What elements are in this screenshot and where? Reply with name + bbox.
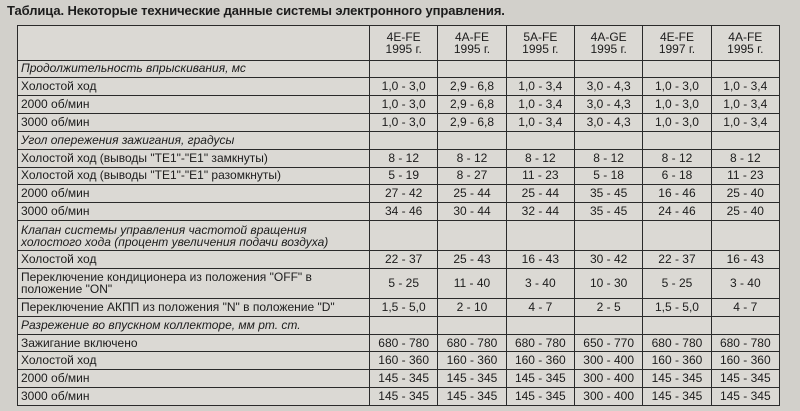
value-cell: 1,0 - 3,0 [370, 114, 438, 132]
value-cell: 5 - 25 [370, 268, 438, 298]
table-row [18, 78, 780, 96]
model-header: 4E-FE 1997 г. [643, 26, 711, 61]
value-cell: 32 - 44 [506, 203, 574, 221]
header-row [18, 26, 780, 61]
value-cell: 1,0 - 3,0 [643, 78, 711, 96]
spec-table [17, 25, 780, 406]
value-cell: 16 - 43 [506, 251, 574, 269]
row-label: 3000 об/мин [18, 203, 370, 221]
row-label: 2000 об/мин [18, 370, 370, 388]
value-cell: 145 - 345 [370, 370, 438, 388]
value-cell: 145 - 345 [506, 370, 574, 388]
table-row [18, 334, 780, 352]
value-cell: 145 - 345 [643, 388, 711, 406]
table-row [18, 352, 780, 370]
value-cell: 3,0 - 4,3 [574, 78, 642, 96]
value-cell: 16 - 43 [711, 251, 779, 269]
value-cell: 35 - 45 [574, 203, 642, 221]
value-cell: 24 - 46 [643, 203, 711, 221]
value-cell: 8 - 27 [438, 167, 506, 185]
value-cell: 145 - 345 [438, 370, 506, 388]
value-cell: 25 - 43 [438, 251, 506, 269]
value-cell: 25 - 40 [711, 203, 779, 221]
value-cell: 3 - 40 [711, 268, 779, 298]
value-cell: 25 - 44 [438, 185, 506, 203]
row-label: Холостой ход (выводы "ТЕ1"-"Е1" разомкнуты) [18, 167, 370, 185]
value-cell: 680 - 780 [438, 334, 506, 352]
section-label: Угол опережения зажигания, градусы [18, 131, 370, 149]
value-cell: 8 - 12 [506, 149, 574, 167]
value-cell: 1,0 - 3,4 [711, 96, 779, 114]
value-cell: 25 - 44 [506, 185, 574, 203]
value-cell: 22 - 37 [643, 251, 711, 269]
value-cell: 1,0 - 3,4 [711, 78, 779, 96]
value-cell: 680 - 780 [506, 334, 574, 352]
table-row [18, 370, 780, 388]
value-cell: 145 - 345 [438, 388, 506, 406]
value-cell: 1,0 - 3,4 [506, 114, 574, 132]
value-cell: 160 - 360 [438, 352, 506, 370]
value-cell: 145 - 345 [506, 388, 574, 406]
value-cell: 25 - 40 [711, 185, 779, 203]
value-cell: 4 - 7 [711, 298, 779, 316]
value-cell: 22 - 37 [370, 251, 438, 269]
value-cell: 8 - 12 [438, 149, 506, 167]
value-cell: 300 - 400 [574, 388, 642, 406]
value-cell: 1,0 - 3,0 [643, 96, 711, 114]
value-cell: 145 - 345 [711, 370, 779, 388]
value-cell: 4 - 7 [506, 298, 574, 316]
section-label: Продолжительность впрыскивания, мс [18, 60, 370, 78]
value-cell: 680 - 780 [643, 334, 711, 352]
value-cell: 1,0 - 3,4 [506, 96, 574, 114]
value-cell: 5 - 19 [370, 167, 438, 185]
table-row [18, 251, 780, 269]
value-cell: 3 - 40 [506, 268, 574, 298]
row-label: Холостой ход [18, 251, 370, 269]
value-cell: 8 - 12 [643, 149, 711, 167]
row-label: Холостой ход [18, 352, 370, 370]
section-row [18, 316, 780, 334]
table-title: Таблица. Некоторые технические данные системы электронного управления. [7, 3, 505, 18]
value-cell: 8 - 12 [574, 149, 642, 167]
table-row [18, 96, 780, 114]
value-cell: 2,9 - 6,8 [438, 96, 506, 114]
row-label: Холостой ход (выводы "ТЕ1"-"Е1" замкнуты) [18, 149, 370, 167]
value-cell: 34 - 46 [370, 203, 438, 221]
value-cell: 16 - 46 [643, 185, 711, 203]
value-cell: 680 - 780 [370, 334, 438, 352]
value-cell: 160 - 360 [506, 352, 574, 370]
value-cell: 1,0 - 3,0 [370, 96, 438, 114]
row-label: 2000 об/мин [18, 96, 370, 114]
table-row [18, 298, 780, 316]
value-cell: 1,0 - 3,4 [711, 114, 779, 132]
value-cell: 8 - 12 [711, 149, 779, 167]
value-cell: 145 - 345 [711, 388, 779, 406]
value-cell: 1,0 - 3,0 [370, 78, 438, 96]
row-label: 3000 об/мин [18, 388, 370, 406]
row-label: Холостой ход [18, 78, 370, 96]
value-cell: 30 - 42 [574, 251, 642, 269]
table-row [18, 167, 780, 185]
value-cell: 1,0 - 3,4 [506, 78, 574, 96]
row-label: 2000 об/мин [18, 185, 370, 203]
model-header: 4A-FE 1995 г. [438, 26, 506, 61]
value-cell: 3,0 - 4,3 [574, 114, 642, 132]
value-cell: 300 - 400 [574, 370, 642, 388]
table-row [18, 203, 780, 221]
section-row [18, 220, 780, 250]
value-cell: 3,0 - 4,3 [574, 96, 642, 114]
value-cell: 6 - 18 [643, 167, 711, 185]
value-cell: 650 - 770 [574, 334, 642, 352]
value-cell: 2 - 5 [574, 298, 642, 316]
table-row [18, 268, 780, 298]
row-label: Зажигание включено [18, 334, 370, 352]
row-label: Переключение АКПП из положения "N" в положение "D" [18, 298, 370, 316]
value-cell: 145 - 345 [370, 388, 438, 406]
value-cell: 145 - 345 [643, 370, 711, 388]
value-cell: 1,5 - 5,0 [643, 298, 711, 316]
table-row [18, 149, 780, 167]
section-label: Разрежение во впускном коллекторе, мм рт. ст. [18, 316, 370, 334]
value-cell: 27 - 42 [370, 185, 438, 203]
value-cell: 1,5 - 5,0 [370, 298, 438, 316]
table-row [18, 185, 780, 203]
value-cell: 680 - 780 [711, 334, 779, 352]
header-empty-cell [18, 26, 370, 61]
value-cell: 5 - 25 [643, 268, 711, 298]
value-cell: 2,9 - 6,8 [438, 114, 506, 132]
section-row [18, 131, 780, 149]
row-label: 3000 об/мин [18, 114, 370, 132]
table-row [18, 114, 780, 132]
value-cell: 1,0 - 3,0 [643, 114, 711, 132]
model-header: 5A-FE 1995 г. [506, 26, 574, 61]
section-label: Клапан системы управления частотой вращения холостого хода (процент увеличения подачи воздуха) [18, 220, 370, 250]
value-cell: 2,9 - 6,8 [438, 78, 506, 96]
value-cell: 30 - 44 [438, 203, 506, 221]
model-header: 4A-FE 1995 г. [711, 26, 779, 61]
value-cell: 11 - 40 [438, 268, 506, 298]
value-cell: 5 - 18 [574, 167, 642, 185]
value-cell: 160 - 360 [370, 352, 438, 370]
value-cell: 10 - 30 [574, 268, 642, 298]
value-cell: 160 - 360 [643, 352, 711, 370]
model-header: 4E-FE 1995 г. [370, 26, 438, 61]
model-header: 4A-GE 1995 г. [574, 26, 642, 61]
value-cell: 2 - 10 [438, 298, 506, 316]
value-cell: 8 - 12 [370, 149, 438, 167]
section-row [18, 60, 780, 78]
value-cell: 11 - 23 [506, 167, 574, 185]
value-cell: 160 - 360 [711, 352, 779, 370]
row-label: Переключение кондиционера из положения "OFF" в положение "ON" [18, 268, 370, 298]
table-row [18, 388, 780, 406]
value-cell: 35 - 45 [574, 185, 642, 203]
value-cell: 11 - 23 [711, 167, 779, 185]
value-cell: 300 - 400 [574, 352, 642, 370]
